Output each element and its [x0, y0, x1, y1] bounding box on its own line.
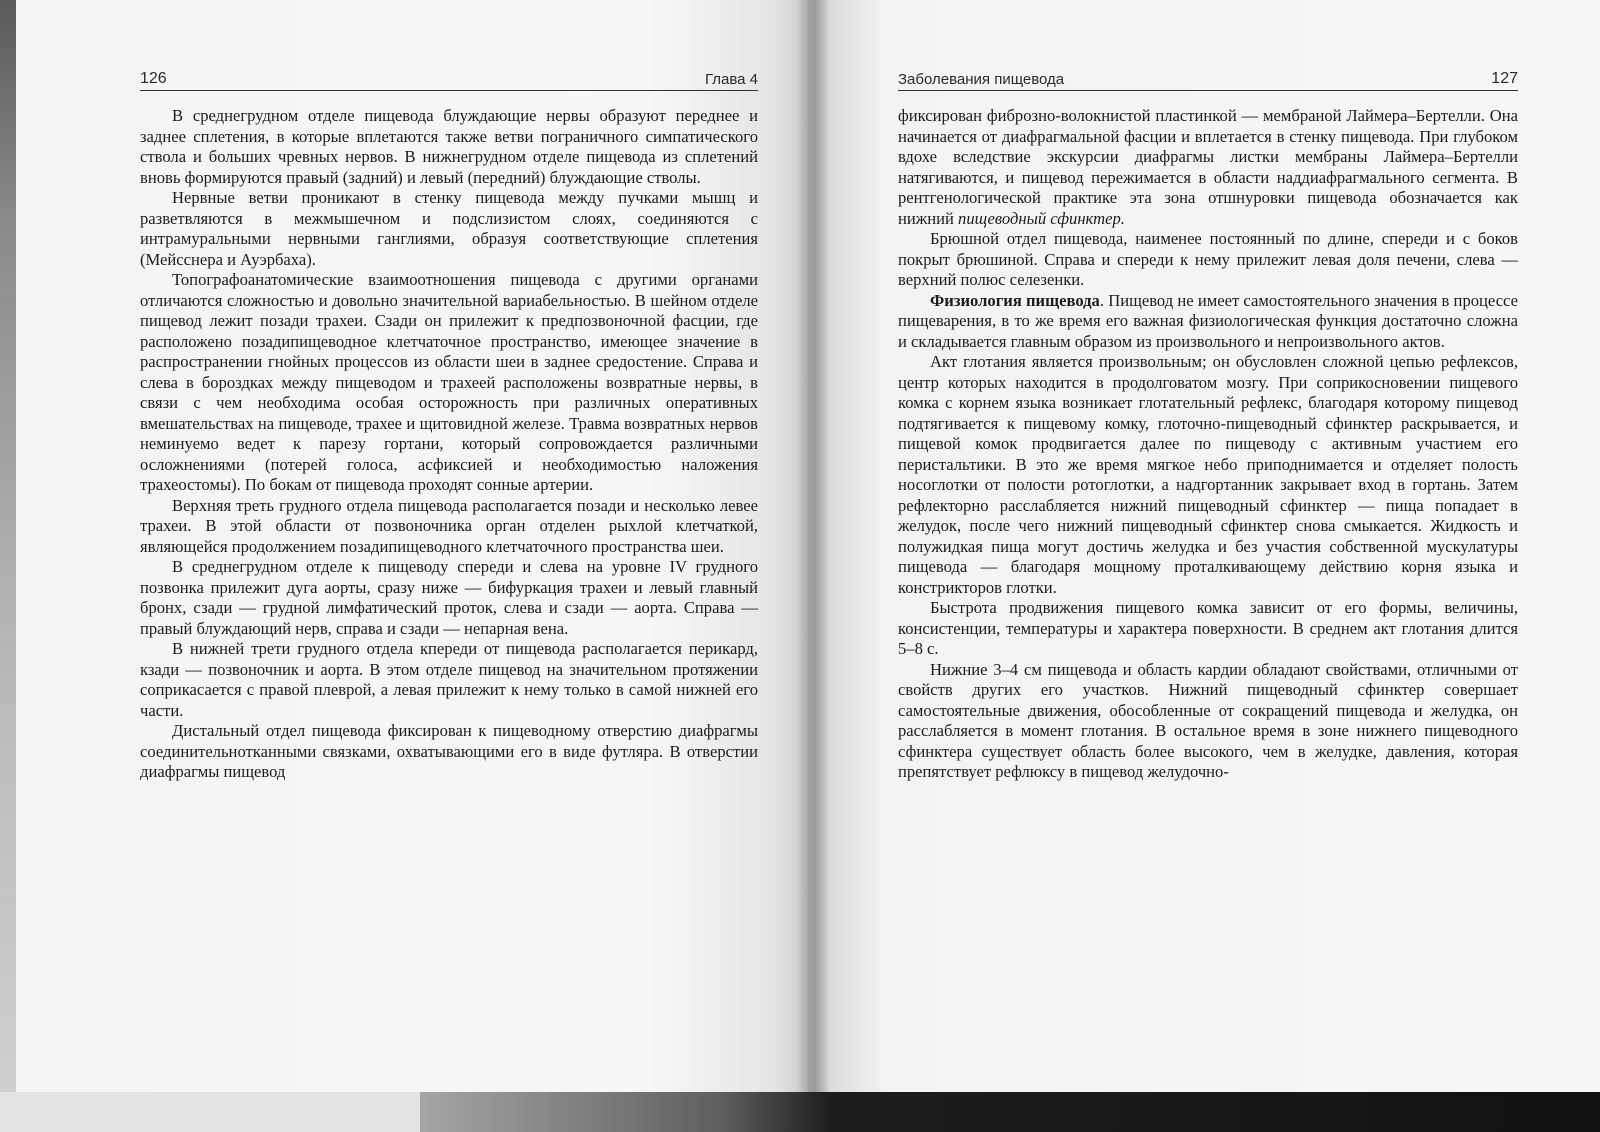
paragraph: В нижней трети грудного отдела кпереди от пищевода располагается перикард, кзади — позвоночник и аорта. В этом отделе пищевод на значительном протяжении соприкасается с правой плеврой, а левая прилежит к нему только в самой нижней его части. — [140, 639, 758, 720]
paragraph: Брюшной отдел пищевода, наименее постоянный по длине, спереди и с боков покрыт брюшиной. Справа и спереди к нему прилежит левая доля печени, слева — верхний полюс селезенки. — [898, 229, 1518, 289]
paragraph — [898, 291, 1518, 353]
paragraph: Верхняя треть грудного отдела пищевода располагается позади и несколько левее трахеи. В этой области от позвоночника орган отделен рыхлой клетчаткой, являющейся продолжением позадипищеводного клетчаточного пространства шеи. — [140, 495, 758, 556]
paragraph-text: фиксирован фиброзно-волокнистой пластинкой — мембраной Лаймера–Бертелли. Она начинается от диафрагмальной фасции и вплетается в стенку пищевода. При глубоком вдохе вследствие экскурсии диафрагмы листки мембраны Лаймера–Бертелли натягиваются, и пищевод пережимается в области наддиафрагмального сегмента. В рентгенологической практике эта зона отшнуровки пищевода обозначается как нижний — [898, 106, 1518, 228]
right-page-text — [898, 106, 1518, 783]
paragraph: Быстрота продвижения пищевого комка зависит от его формы, величины, консистенции, температуры и характера поверхности. В среднем акт глотания длится 5–8 с. — [898, 598, 1518, 658]
left-running-head: Глава 4 — [704, 71, 758, 88]
right-page-header — [898, 64, 1518, 91]
left-page-number: 126 — [140, 70, 167, 87]
scan-bottom-light — [0, 1092, 420, 1132]
scan-edge — [0, 0, 16, 1100]
left-page-text — [140, 106, 758, 783]
paragraph: Нижние 3–4 см пищевода и область кардии обладают свойствами, отличными от свойств других его участков. Нижний пищеводный сфинктер совершает самостоятельные движения, обособленные от сокращений пищевода и желудка, он расслабляется в момент глотания. В остальное время в зоне нижнего пищеводного сфинктера существует область более высокого, чем в желудке, давления, которая препятствует рефлюксу в пищевод желудочно- — [898, 659, 1518, 781]
scan-bottom-edge — [0, 1092, 1600, 1132]
book-gutter — [796, 0, 830, 1100]
paragraph-text: . Пищевод не имеет самостоятельного значения в процессе пищеварения, в то же время его важная физиологическая функция достаточно сложна и складывается главным образом из произвольного и непроизвольного актов. — [898, 290, 1518, 351]
paragraph — [898, 106, 1518, 229]
section-heading: Физиология пищевода — [930, 290, 1100, 310]
paragraph: В среднегрудном отделе к пищеводу спереди и слева на уровне IV грудного позвонка прилежит дуга аорты, сразу ниже — бифуркация трахеи и левый главный бронх, сзади — грудной лимфатический проток, слева и сзади — аорта. Справа — правый блуждающий нерв, справа и сзади — непарная вена. — [140, 557, 758, 638]
left-page-header — [140, 64, 758, 91]
right-page-number: 127 — [1491, 70, 1518, 87]
paragraph: Нервные ветви проникают в стенку пищевода между пучками мышц и разветвляются в межмышечном и подслизистом слоях, соединяются с интрамуральными нервными ганглиями, образуя соответствующие сплетения (Мейсснера и Ауэрбаха). — [140, 188, 758, 269]
paragraph: Акт глотания является произвольным; он обусловлен сложной цепью рефлексов, центр которых находится в продолговатом мозгу. При соприкосновении пищевого комка с корнем языка возникает глотательный рефлекс, благодаря которому пищевод подтягивается к пищевому комку, глоточно-пищеводный сфинктер раскрывается, и пищевой комок продвигается далее по пищеводу с активным участием его перистальтики. В это же время мягкое небо приподнимается и отделяет полость носоглотки от полости ротоглотки, а надгортанник закрывает вход в гортань. Затем рефлекторно расслабляется нижний пищеводный сфинктер — пища попадает в желудок, после чего нижний пищеводный сфинктер снова смыкается. Жидкость и полужидкая пища могут достичь желудка и без участия собственной мускулатуры пищевода — благодаря мощному проталкивающему действию корня языка и констрикторов глотки. — [898, 352, 1518, 597]
paragraph: В среднегрудном отделе пищевода блуждающие нервы образуют переднее и заднее сплетения, в которые вплетаются также ветви пограничного симпатического ствола и больших чревных нервов. В нижнегрудном отделе пищевода из сплетений вновь формируются правый (задний) и левый (передний) блуждающие стволы. — [140, 106, 758, 187]
right-running-head: Заболевания пищевода — [898, 71, 1065, 88]
paragraph: Топографоанатомические взаимоотношения пищевода с другими органами отличаются сложностью и довольно значительной вариабельностью. В шейном отделе пищевод лежит позади трахеи. Сзади он прилежит к предпозвоночной фасции, где расположено позадипищеводное клетчаточное пространство, имеющее значение в распространении гнойных процессов из области шеи в заднее средостение. Справа и слева в бороздках между пищеводом и трахеей расположены возвратные нервы, в связи с чем необходима особая осторожность при различных оперативных вмешательствах на пищеводе, трахее и щитовидной железе. Травма возвратных нервов неминуемо ведет к парезу гортани, который сопровождается различными осложнениями (потерей голоса, асфиксией и необходимостью наложения трахеостомы). По бокам от пищевода проходят сонные артерии. — [140, 270, 758, 494]
italic-term: пищеводный сфинктер. — [958, 208, 1125, 228]
paragraph: Дистальный отдел пищевода фиксирован к пищеводному отверстию диафрагмы соединительнотканными связками, охватывающими его в виде футляра. В отверстии диафрагмы пищевод — [140, 721, 758, 781]
